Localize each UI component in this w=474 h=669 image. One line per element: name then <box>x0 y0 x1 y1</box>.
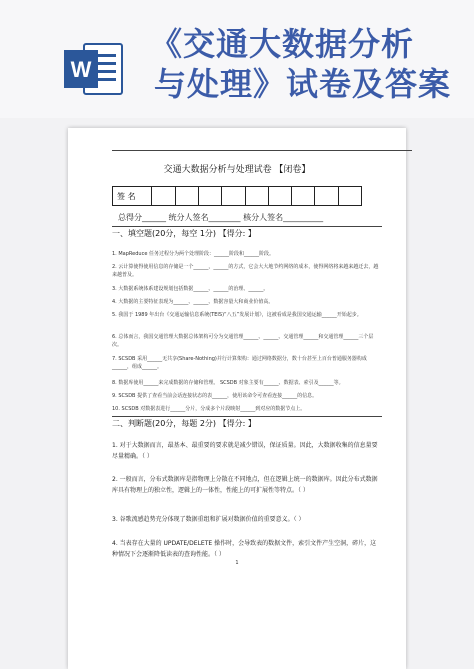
score-line: 总得分______ 统分人签名________ 核分人签名__________ <box>118 213 324 222</box>
banner-title-line1: 《交通大数据分析 <box>150 25 415 63</box>
fill-question: 4. 大数据的主要特征表现为______、______、数据容量大和商业价值高。 <box>112 299 274 305</box>
section2-heading: 二、判断题(20分，每题 2分) 【得分: 】 <box>112 419 256 428</box>
word-document-icon <box>62 38 124 100</box>
banner <box>0 0 474 118</box>
exam-paper <box>68 128 406 669</box>
logo-letter: W <box>70 57 92 82</box>
sign-cell <box>338 187 361 206</box>
fill-question: 9. SCSDB 提供了查看当前会话连接状态的表______，使用该命令可查看连接______的信息。 <box>112 393 318 399</box>
fill-question: 2. 云计算使得使用信息的存储是一个______，______的方式，它会大大地节约网络的成本，使得网络将来越来越迁去，越来越普及。 <box>112 264 379 278</box>
sign-cell <box>268 187 291 206</box>
fill-question: 10. SCSDB 对数据表进行______分片，分成多个片段映射______到对应的数据节点上。 <box>112 406 306 412</box>
judge-question: 3. 谷歌流感趋势充分体现了数据重组和扩展对数据价值的重要意义。（ ） <box>112 516 305 523</box>
banner-title <box>150 24 470 104</box>
top-rule <box>112 150 412 151</box>
signature-table <box>112 186 362 206</box>
sign-cell <box>152 187 175 206</box>
judge-question: 1. 对于大数据而言，最基本、最重要的要求就是减少错误，保证质量。因此，大数据收集的信息量要尽量精确。（ ） <box>112 442 378 460</box>
fill-question: 3. 大数据系统体系建设规划包括数据______、______的治理、______。 <box>112 286 269 292</box>
fill-question: 8. 数据库使用______来完成数据的存储和管理。 SCSDB 对象主要有______、数据表、索引及______等。 <box>112 380 344 386</box>
sign-cell <box>245 187 268 206</box>
sign-cell <box>222 187 245 206</box>
section2-rule <box>112 416 382 417</box>
fill-question: 1. MapReduce 任务过程分为两个处理阶段：______阶段和______阶段。 <box>112 251 274 257</box>
sign-label: 签 名 <box>113 187 152 206</box>
page-number: 1 <box>235 560 239 566</box>
section1-rule <box>112 226 382 227</box>
exam-title: 交通大数据分析与处理试卷 【闭卷】 <box>163 165 311 175</box>
fill-question: 7. SCSDB 采用______无共享(Share-Nothing)并行计算架构：通过网络数据分，数十台甚至上百台普通服务器构成______，组成______。 <box>112 356 367 370</box>
section1-heading: 一、填空题(20分，每空 1分) 【得分: 】 <box>112 229 256 238</box>
fill-question: 5. 我国于 1989 年出台《交通运输信息系统(TEIS)“八五”发展计划》，这被看成是我国交通运输______开始起步。 <box>112 312 362 318</box>
sign-cell <box>199 187 222 206</box>
banner-title-line2: 与处理》试卷及答案 <box>154 65 452 103</box>
fill-question: 6. 总体而言，我国交通管理大数据总体架构可分为交通管理______、______、交通管理______和交通管理______三个层次。 <box>112 334 374 348</box>
judge-question: 2. 一般而言，分布式数据库是指物理上分散在不同地点，但在逻辑上统一的数据库。因此分布式数据库具有物理上的独立性，逻辑上的一体性，性能上的可扩展性等特点。（ ） <box>112 476 378 494</box>
sign-cell <box>315 187 338 206</box>
judge-question: 4. 当表存在大量的 UPDATE/DELETE 操作时，会导致表的数据文件，索引文件产生空洞，碎片，这种情况下会逐渐降低读表的查询性能。（ ） <box>112 540 377 558</box>
sign-cell <box>292 187 315 206</box>
sign-cell <box>175 187 198 206</box>
